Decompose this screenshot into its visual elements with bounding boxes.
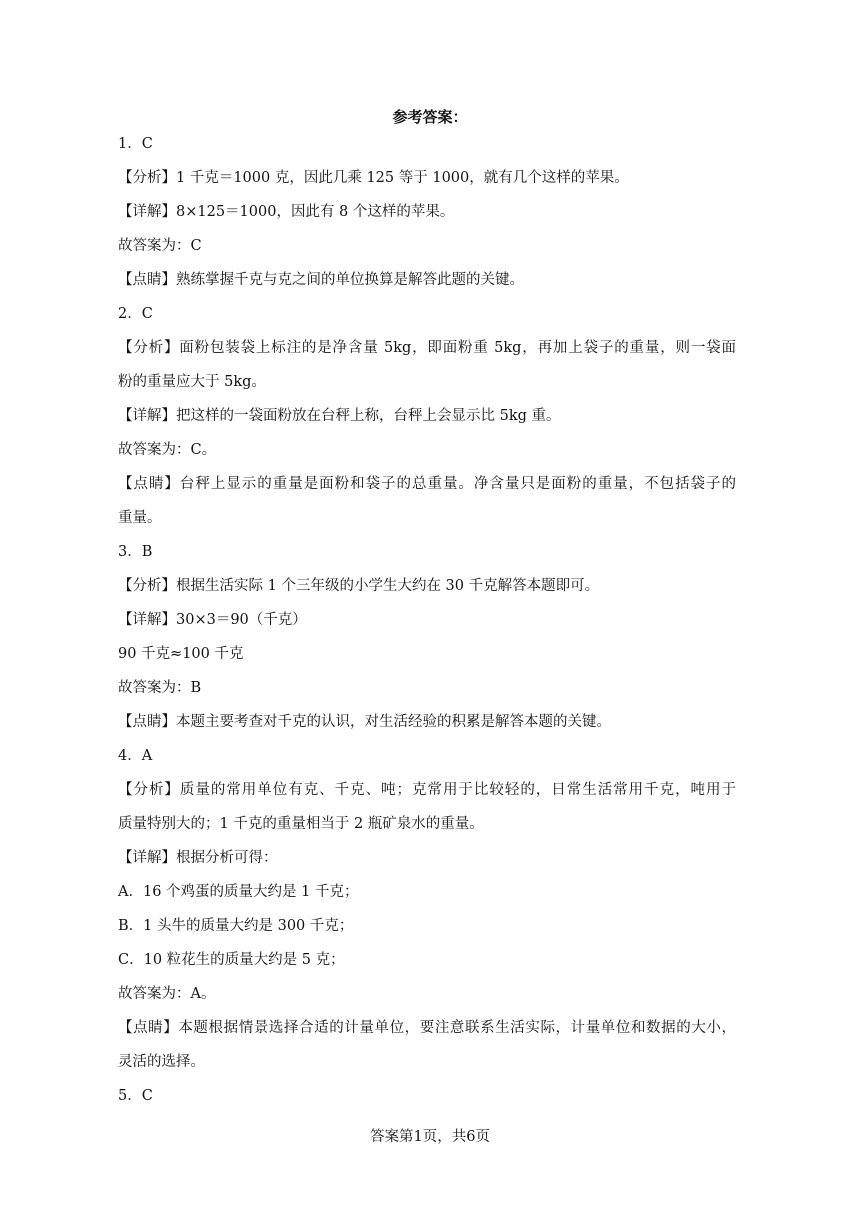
- answer-line: 故答案为：C。: [118, 442, 217, 458]
- comment-line: 【点睛】本题主要考查对千克的认识，对生活经验的积累是解答本题的关键。: [118, 714, 611, 730]
- page-title: 参考答案：: [392, 108, 468, 126]
- answer-number: 1．C: [118, 136, 153, 152]
- analysis-line-continued: 质量特别大的；1 千克的重量相当于 2 瓶矿泉水的重量。: [118, 816, 484, 832]
- answer-number: 4．A: [118, 748, 153, 764]
- detail-line: 【详解】把这样的一袋面粉放在台秤上称，台秤上会显示比 5kg 重。: [118, 408, 561, 424]
- comment-line-continued: 灵活的选择。: [118, 1054, 205, 1070]
- comment-line-continued: 重量。: [118, 510, 162, 526]
- answer-line: 故答案为：B: [118, 680, 202, 696]
- detail-line-continued: 90 千克≈100 千克: [118, 646, 244, 662]
- comment-line: 【点睛】本题根据情景选择合适的计量单位，要注意联系生活实际，计量单位和数据的大小，: [118, 1020, 736, 1036]
- analysis-line: 【分析】根据生活实际 1 个三年级的小学生大约在 30 千克解答本题即可。: [118, 578, 600, 594]
- option-line: A．16 个鸡蛋的质量大约是 1 千克；: [118, 884, 359, 900]
- comment-line: 【点睛】熟练掌握千克与克之间的单位换算是解答此题的关键。: [118, 272, 524, 288]
- option-line: C．10 粒花生的质量大约是 5 克；: [118, 952, 345, 968]
- detail-line: 【详解】根据分析可得：: [118, 850, 278, 866]
- analysis-line-continued: 粉的重量应大于 5kg。: [118, 374, 266, 390]
- analysis-line: 【分析】质量的常用单位有克、千克、吨；克常用于比较轻的，日常生活常用千克，吨用于: [118, 782, 736, 798]
- comment-line: 【点睛】台秤上显示的重量是面粉和袋子的总重量。净含量只是面粉的重量，不包括袋子的: [118, 476, 736, 492]
- analysis-line: 【分析】面粉包装袋上标注的是净含量 5kg，即面粉重 5kg，再加上袋子的重量，则一袋面: [118, 340, 736, 356]
- answer-line: 故答案为：A。: [118, 986, 216, 1002]
- detail-line: 【详解】8×125＝1000，因此有 8 个这样的苹果。: [118, 204, 455, 220]
- option-line: B．1 头牛的质量大约是 300 千克；: [118, 918, 354, 934]
- answer-number: 3．B: [118, 544, 153, 560]
- answer-line: 故答案为：C: [118, 238, 202, 254]
- answer-number: 5．C: [118, 1088, 153, 1104]
- page-footer: 答案第1页，共6页: [370, 1129, 490, 1145]
- detail-line: 【详解】30×3＝90（千克）: [118, 612, 307, 628]
- answer-number: 2．C: [118, 306, 153, 322]
- analysis-line: 【分析】1 千克＝1000 克，因此几乘 125 等于 1000，就有几个这样的苹果。: [118, 170, 629, 186]
